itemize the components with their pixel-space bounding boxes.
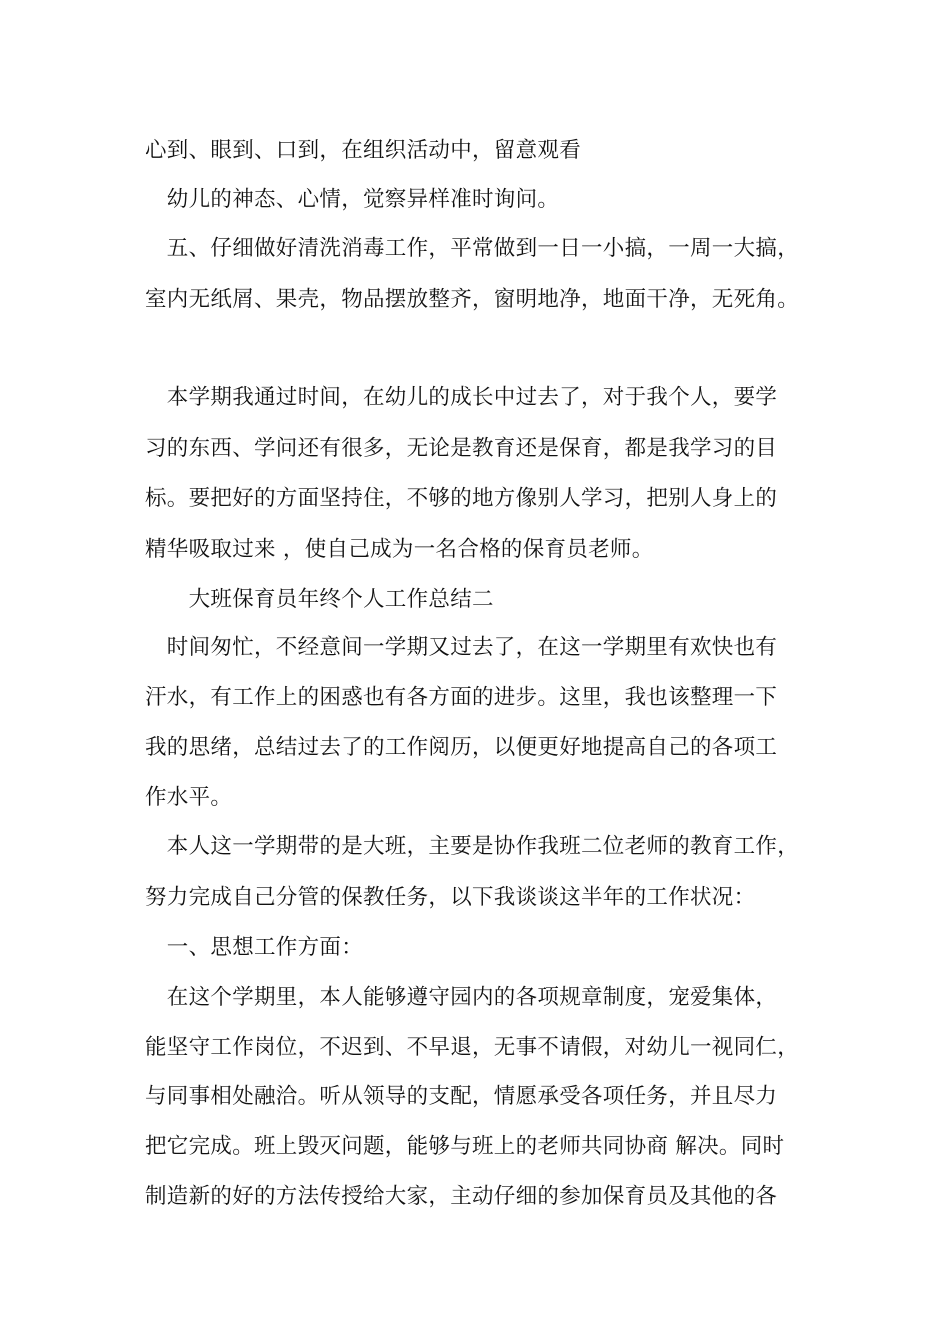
- text-line: 作水平。: [145, 785, 233, 810]
- text-line: 幼儿的神态、心情，觉察异样准时询问。: [145, 187, 560, 212]
- text-line: 时间匆忙，不经意间一学期又过去了，在这一学期里有欢快也有: [145, 635, 778, 660]
- text-line: 把它完成。班上毁灭问题，能够与班上的老师共同协商 解决。同时: [145, 1134, 785, 1159]
- text-line: 习的东西、学问还有很多，无论是教育还是保育，都是我学习的目: [145, 436, 778, 461]
- text-line: 能坚守工作岗位，不迟到、不早退，无事不请假，对幼儿一视同仁，: [145, 1035, 800, 1060]
- text-line: 五、仔细做好清洗消毒工作，平常做到一日一小搞，一周一大搞，: [145, 236, 800, 261]
- text-line: 我的思绪，总结过去了的工作阅历，以便更好地提高自己的各项工: [145, 735, 778, 760]
- text-line: 汗水，有工作上的困惑也有各方面的进步。这里，我也该整理一下: [145, 685, 778, 710]
- text-line: 室内无纸屑、果壳，物品摆放整齐，窗明地净，地面干净，无死角。: [145, 287, 800, 312]
- text-line: 努力完成自己分管的保教任务，以下我谈谈这半年的工作状况：: [145, 885, 756, 910]
- subsection-heading: 一、思想工作方面：: [145, 935, 364, 960]
- text-line: 制造新的好的方法传授给大家，主动仔细的参加保育员及其他的各: [145, 1184, 778, 1209]
- text-line: 精华吸取过来 ，使自己成为一名合格的保育员老师。: [145, 537, 654, 562]
- text-line: 在这个学期里，本人能够遵守园内的各项规章制度，宠爱集体，: [145, 985, 778, 1010]
- text-line: 心到、眼到、口到，在组织活动中，留意观看: [145, 138, 582, 163]
- text-line: 标。要把好的方面坚持住，不够的地方像别人学习，把别人身上的: [145, 486, 778, 511]
- text-line: 本学期我通过时间，在幼儿的成长中过去了，对于我个人，要学: [145, 385, 778, 410]
- text-line: 本人这一学期带的是大班，主要是协作我班二位老师的教育工作，: [145, 834, 800, 859]
- text-line: 与同事相处融洽。听从领导的支配，情愿承受各项任务，并且尽力: [145, 1084, 778, 1109]
- section-heading: 大班保育员年终个人工作总结二: [145, 587, 494, 612]
